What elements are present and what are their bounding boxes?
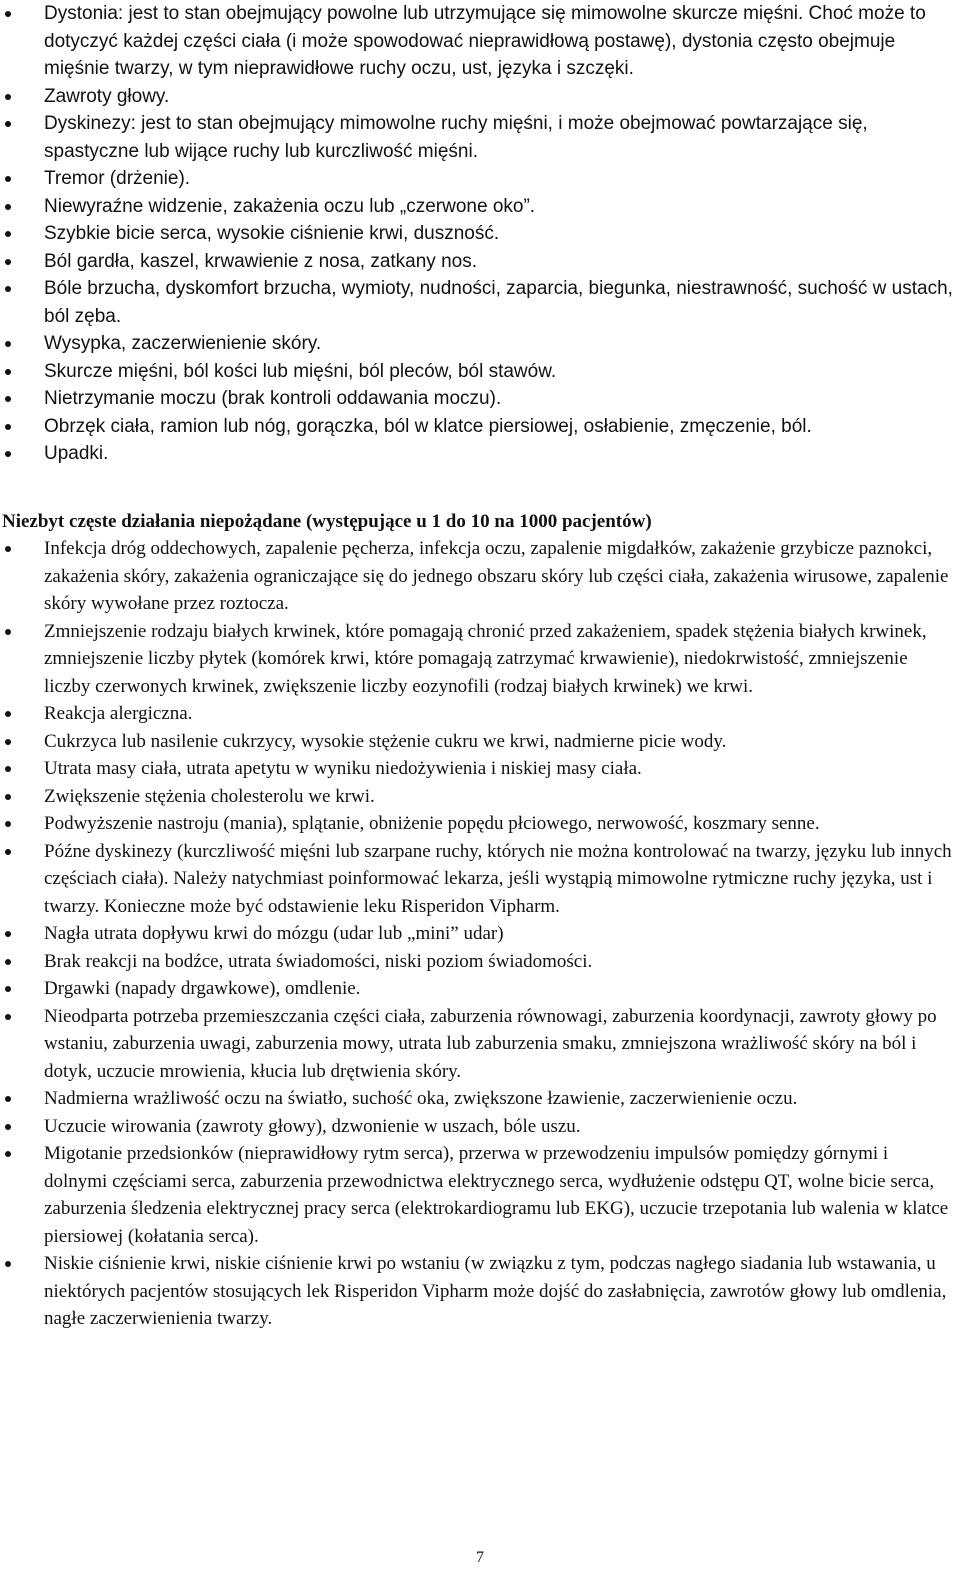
list-item: [0, 248, 960, 276]
side-effects-list-uncommon: [0, 535, 960, 1333]
list-item: [0, 700, 960, 728]
list-item: [0, 618, 960, 701]
bullet-icon: [5, 204, 11, 210]
list-item: [0, 220, 960, 248]
page-number: 7: [476, 1549, 484, 1566]
list-item: [0, 783, 960, 811]
bullet-icon: [5, 1014, 11, 1020]
list-item: [0, 1250, 960, 1333]
list-item-text: Utrata masy ciała, utrata apetytu w wyniku niedożywienia i niskiej masy ciała.: [44, 758, 642, 779]
list-item: [0, 193, 960, 221]
bullet-icon: [5, 931, 11, 937]
list-item-text: Niewyraźne widzenie, zakażenia oczu lub „czerwone oko”.: [44, 195, 536, 217]
bullet-icon: [5, 231, 11, 237]
list-item: [0, 440, 960, 468]
list-item-text: Zmniejszenie rodzaju białych krwinek, które pomagają chronić przed zakażeniem, spadek stężenia białych krwinek, zmniejszenie liczby płytek (komórek krwi, które pomagają zatrzymać krwawienie), niedokrwistość, zmniejszenie liczby czerwonych krwinek, zwiększenie liczby eozynofili (rodzaj białych krwinek) we krwi.: [44, 620, 927, 697]
list-item: [0, 920, 960, 948]
bullet-icon: [5, 821, 11, 827]
bullet-icon: [5, 424, 11, 430]
list-item-text: Nietrzymanie moczu (brak kontroli oddawania moczu).: [44, 388, 502, 409]
list-item-text: Tremor (drżenie).: [44, 168, 191, 189]
list-item-text: Nadmierna wrażliwość oczu na światło, suchość oka, zwiększone łzawienie, zaczerwienienie oczu.: [44, 1088, 798, 1109]
bullet-icon: [5, 849, 11, 855]
list-item-text: Podwyższenie nastroju (mania), splątanie, obniżenie popędu płciowego, nerwowość, koszmary senne.: [44, 813, 820, 834]
list-item-text: Skurcze mięśni, ból kości lub mięśni, ból pleców, ból stawów.: [44, 360, 557, 382]
side-effects-list-common: [0, 0, 960, 468]
bullet-icon: [5, 286, 11, 292]
list-item-text: Ból gardła, kaszel, krwawienie z nosa, zatkany nos.: [44, 250, 477, 272]
list-item: [0, 0, 960, 83]
list-item: [0, 110, 960, 165]
list-item: [0, 728, 960, 756]
bullet-icon: [5, 739, 11, 745]
list-item: [0, 948, 960, 976]
bullet-icon: [5, 629, 11, 635]
bullet-icon: [5, 341, 11, 347]
list-item-text: Upadki.: [44, 443, 109, 464]
list-item-text: Zawroty głowy.: [44, 85, 170, 107]
list-item-text: Wysypka, zaczerwienienie skóry.: [44, 333, 322, 354]
list-item-text: Brak reakcji na bodźce, utrata świadomości, niski poziom świadomości.: [44, 950, 593, 972]
list-item-text: Nieodparta potrzeba przemieszczania części ciała, zaburzenia równowagi, zaburzenia koordynacji, zawroty głowy po wstaniu, zaburzenia uwagi, zaburzenia mowy, utrata lub zaburzenia smaku, zmniejszona wrażliwość skóry na ból i dotyk, uczucie mrowienia, kłucia lub drętwienia skóry.: [44, 1005, 937, 1082]
list-item: [0, 330, 960, 358]
list-item: [0, 975, 960, 1003]
list-item-text: Dystonia: jest to stan obejmujący powolne lub utrzymujące się mimowolne skurcze mięśni. Choć może to dotyczyć każdej części ciała (i może spowodować nieprawidłową postawę), dystonia często obejmuje mięśnie twarzy, w tym nieprawidłowe ruchy oczu, ust, języka i szczęki.: [44, 3, 926, 79]
list-item-text: Obrzęk ciała, ramion lub nóg, gorączka, ból w klatce piersiowej, osłabienie, zmęczenie, ból.: [44, 415, 812, 437]
list-item-text: Niskie ciśnienie krwi, niskie ciśnienie krwi po wstaniu (w związku z tym, podczas nagłego siadania lub wstawania, u niektórych pacjentów stosujących lek Risperidon Vipharm może dojść do zasłabnięcia, zawrotów głowy lub omdlenia, nagłe zaczerwienienia twarzy.: [44, 1253, 947, 1329]
bullet-icon: [5, 396, 11, 402]
bullet-icon: [5, 1151, 11, 1157]
list-item: [0, 358, 960, 386]
list-item: [0, 385, 960, 413]
bullet-icon: [5, 1096, 11, 1102]
bullet-icon: [5, 986, 11, 992]
list-item: [0, 1085, 960, 1113]
bullet-icon: [5, 121, 11, 127]
bullet-icon: [5, 451, 11, 457]
bullet-icon: [5, 11, 11, 17]
bullet-icon: [5, 546, 11, 552]
bullet-icon: [5, 94, 11, 100]
bullet-icon: [5, 959, 11, 965]
list-item-text: Drgawki (napady drgawkowe), omdlenie.: [44, 978, 361, 999]
list-item-text: Reakcja alergiczna.: [44, 703, 193, 724]
bullet-icon: [5, 369, 11, 375]
bullet-icon: [5, 1124, 11, 1130]
list-item: [0, 755, 960, 783]
bullet-icon: [5, 794, 11, 800]
bullet-icon: [5, 711, 11, 717]
list-item: [0, 165, 960, 193]
list-item: [0, 838, 960, 921]
bullet-icon: [5, 766, 11, 772]
bullet-icon: [5, 176, 11, 182]
list-item-text: Migotanie przedsionków (nieprawidłowy rytm serca), przerwa w przewodzeniu impulsów pomiędzy górnymi i dolnymi częściami serca, zaburzenia przewodnictwa elektrycznego serca, wydłużenie odstępu QT, wolne bicie serca, zaburzenia śledzenia elektrycznej pracy serca (elektrokardiogramu lub EKG), uczucie trzepotania lub walenia w klatce piersiowej (kołatania serca).: [44, 1143, 949, 1247]
list-item: [0, 275, 960, 330]
list-item: [0, 413, 960, 441]
bullet-icon: [5, 259, 11, 265]
list-item-text: Uczucie wirowania (zawroty głowy), dzwonienie w uszach, bóle uszu.: [44, 1115, 581, 1137]
section-heading-uncommon: Niezbyt częste działania niepożądane (występujące u 1 do 10 na 1000 pacjentów): [2, 511, 652, 532]
list-item: [0, 535, 960, 618]
list-item-text: Szybkie bicie serca, wysokie ciśnienie krwi, duszność.: [44, 223, 500, 244]
list-item-text: Cukrzyca lub nasilenie cukrzycy, wysokie stężenie cukru we krwi, nadmierne picie wody.: [44, 730, 727, 752]
list-item-text: Nagła utrata dopływu krwi do mózgu (udar lub „mini” udar): [44, 923, 504, 944]
list-item-text: Bóle brzucha, dyskomfort brzucha, wymioty, nudności, zaparcia, biegunka, niestrawność, suchość w ustach, ból zęba.: [44, 278, 953, 327]
list-item: [0, 1003, 960, 1086]
list-item-text: Zwiększenie stężenia cholesterolu we krwi.: [44, 785, 375, 807]
list-item-text: Dyskinezy: jest to stan obejmujący mimowolne ruchy mięśni, i może obejmować powtarzające się, spastyczne lub wijące ruchy lub kurczliwość mięśni.: [44, 113, 868, 162]
list-item-text: Późne dyskinezy (kurczliwość mięśni lub szarpane ruchy, których nie można kontrolować na twarzy, języku lub innych częściach ciała). Należy natychmiast poinformować lekarza, jeśli wystąpią mimowolne rytmiczne ruchy języka, ust i twarzy. Konieczne może być odstawienie leku Risperidon Vipharm.: [44, 840, 952, 917]
list-item: [0, 1140, 960, 1250]
list-item-text: Infekcja dróg oddechowych, zapalenie pęcherza, infekcja oczu, zapalenie migdałków, zakażenie grzybicze paznokci, zakażenia skóry, zakażenia ograniczające się do jednego obszaru skóry lub części ciała, zakażenia wirusowe, zapalenie skóry wywołane przez roztocza.: [44, 538, 949, 614]
list-item: [0, 83, 960, 111]
list-item: [0, 810, 960, 838]
bullet-icon: [5, 1261, 11, 1267]
list-item: [0, 1113, 960, 1141]
